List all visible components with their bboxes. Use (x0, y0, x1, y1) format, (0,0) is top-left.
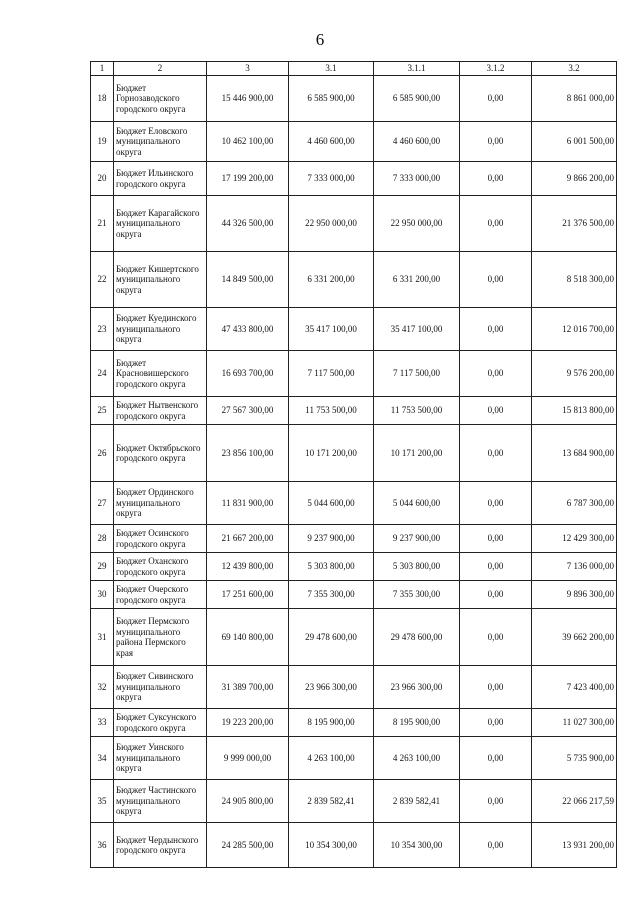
col-3-1-2-cell: 0,00 (460, 425, 532, 482)
budget-name-cell: Бюджет Очерского городского округа (114, 581, 207, 609)
col-3-1-2-cell: 0,00 (460, 122, 532, 162)
row-number-cell: 35 (91, 780, 114, 823)
col-3-1-2-cell: 0,00 (460, 351, 532, 397)
col-3-1-1-cell: 8 195 900,00 (374, 709, 460, 737)
col-3-cell: 19 223 200,00 (207, 709, 289, 737)
budget-name-cell: Бюджет Ильинского городского округа (114, 162, 207, 196)
table-row (91, 737, 617, 780)
col-3-1-1-cell: 23 966 300,00 (374, 666, 460, 709)
col-3-cell: 24 905 800,00 (207, 780, 289, 823)
col-3-2-cell: 39 662 200,00 (532, 609, 617, 666)
col-3-1-2-cell: 0,00 (460, 525, 532, 553)
col-3-1-1-cell: 9 237 900,00 (374, 525, 460, 553)
table-row (91, 609, 617, 666)
col-3-1-cell: 7 355 300,00 (289, 581, 374, 609)
table-row (91, 162, 617, 196)
header-cell: 3.2 (532, 62, 617, 76)
col-3-cell: 11 831 900,00 (207, 482, 289, 525)
row-number-cell: 29 (91, 553, 114, 581)
table-row (91, 397, 617, 425)
col-3-2-cell: 12 429 300,00 (532, 525, 617, 553)
col-3-cell: 16 693 700,00 (207, 351, 289, 397)
col-3-2-cell: 9 896 300,00 (532, 581, 617, 609)
col-3-2-cell: 8 861 000,00 (532, 76, 617, 122)
col-3-cell: 44 326 500,00 (207, 196, 289, 252)
table-row (91, 351, 617, 397)
col-3-cell: 9 999 000,00 (207, 737, 289, 780)
col-3-1-1-cell: 7 355 300,00 (374, 581, 460, 609)
col-3-cell: 27 567 300,00 (207, 397, 289, 425)
col-3-1-2-cell: 0,00 (460, 553, 532, 581)
col-3-1-1-cell: 4 460 600,00 (374, 122, 460, 162)
row-number-cell: 32 (91, 666, 114, 709)
table-row (91, 308, 617, 351)
col-3-cell: 14 849 500,00 (207, 252, 289, 308)
col-3-1-cell: 2 839 582,41 (289, 780, 374, 823)
table-row (91, 780, 617, 823)
col-3-cell: 47 433 800,00 (207, 308, 289, 351)
row-number-cell: 33 (91, 709, 114, 737)
col-3-1-1-cell: 2 839 582,41 (374, 780, 460, 823)
row-number-cell: 24 (91, 351, 114, 397)
col-3-1-1-cell: 6 331 200,00 (374, 252, 460, 308)
col-3-1-2-cell: 0,00 (460, 709, 532, 737)
budget-name-cell: Бюджет Сивинского муниципального округа (114, 666, 207, 709)
col-3-1-1-cell: 10 354 300,00 (374, 823, 460, 868)
col-3-1-cell: 8 195 900,00 (289, 709, 374, 737)
col-3-1-1-cell: 6 585 900,00 (374, 76, 460, 122)
budget-name-cell: Бюджет Суксунского городского округа (114, 709, 207, 737)
table-header-row (91, 62, 617, 76)
col-3-1-2-cell: 0,00 (460, 482, 532, 525)
budget-name-cell: Бюджет Куединского муниципального округа (114, 308, 207, 351)
col-3-2-cell: 7 423 400,00 (532, 666, 617, 709)
col-3-cell: 31 389 700,00 (207, 666, 289, 709)
header-cell: 3.1 (289, 62, 374, 76)
col-3-1-cell: 35 417 100,00 (289, 308, 374, 351)
table-row (91, 525, 617, 553)
row-number-cell: 26 (91, 425, 114, 482)
budget-name-cell: Бюджет Карагайского муниципального округа (114, 196, 207, 252)
col-3-1-1-cell: 29 478 600,00 (374, 609, 460, 666)
col-3-2-cell: 6 787 300,00 (532, 482, 617, 525)
col-3-1-cell: 5 044 600,00 (289, 482, 374, 525)
row-number-cell: 23 (91, 308, 114, 351)
col-3-1-cell: 6 331 200,00 (289, 252, 374, 308)
row-number-cell: 19 (91, 122, 114, 162)
table-row (91, 553, 617, 581)
col-3-1-cell: 23 966 300,00 (289, 666, 374, 709)
row-number-cell: 25 (91, 397, 114, 425)
col-3-1-cell: 11 753 500,00 (289, 397, 374, 425)
budget-name-cell: Бюджет Оханского городского округа (114, 553, 207, 581)
col-3-2-cell: 22 066 217,59 (532, 780, 617, 823)
table-row (91, 196, 617, 252)
col-3-1-1-cell: 11 753 500,00 (374, 397, 460, 425)
col-3-2-cell: 11 027 300,00 (532, 709, 617, 737)
table-row (91, 252, 617, 308)
col-3-1-cell: 9 237 900,00 (289, 525, 374, 553)
col-3-1-cell: 10 171 200,00 (289, 425, 374, 482)
col-3-1-cell: 6 585 900,00 (289, 76, 374, 122)
budget-name-cell: Бюджет Уинского муниципального округа (114, 737, 207, 780)
col-3-cell: 12 439 800,00 (207, 553, 289, 581)
row-number-cell: 28 (91, 525, 114, 553)
row-number-cell: 20 (91, 162, 114, 196)
header-cell: 1 (91, 62, 114, 76)
col-3-1-1-cell: 7 333 000,00 (374, 162, 460, 196)
col-3-1-1-cell: 5 303 800,00 (374, 553, 460, 581)
col-3-1-1-cell: 22 950 000,00 (374, 196, 460, 252)
row-number-cell: 22 (91, 252, 114, 308)
header-cell: 3 (207, 62, 289, 76)
table-row (91, 425, 617, 482)
budget-name-cell: Бюджет Частинского муниципального округа (114, 780, 207, 823)
col-3-cell: 10 462 100,00 (207, 122, 289, 162)
col-3-1-cell: 7 117 500,00 (289, 351, 374, 397)
col-3-cell: 23 856 100,00 (207, 425, 289, 482)
col-3-1-1-cell: 5 044 600,00 (374, 482, 460, 525)
col-3-cell: 24 285 500,00 (207, 823, 289, 868)
col-3-2-cell: 15 813 800,00 (532, 397, 617, 425)
col-3-1-2-cell: 0,00 (460, 252, 532, 308)
col-3-1-cell: 10 354 300,00 (289, 823, 374, 868)
col-3-2-cell: 5 735 900,00 (532, 737, 617, 780)
row-number-cell: 27 (91, 482, 114, 525)
col-3-1-2-cell: 0,00 (460, 609, 532, 666)
table-row (91, 823, 617, 868)
budget-name-cell: Бюджет Красновишерского городского округа (114, 351, 207, 397)
table-row (91, 76, 617, 122)
col-3-2-cell: 8 518 300,00 (532, 252, 617, 308)
col-3-2-cell: 13 684 900,00 (532, 425, 617, 482)
row-number-cell: 18 (91, 76, 114, 122)
col-3-cell: 17 251 600,00 (207, 581, 289, 609)
col-3-1-cell: 4 460 600,00 (289, 122, 374, 162)
col-3-cell: 17 199 200,00 (207, 162, 289, 196)
col-3-1-2-cell: 0,00 (460, 780, 532, 823)
budget-name-cell: Бюджет Пермского муниципального района Пермского края (114, 609, 207, 666)
col-3-1-2-cell: 0,00 (460, 76, 532, 122)
row-number-cell: 21 (91, 196, 114, 252)
col-3-cell: 15 446 900,00 (207, 76, 289, 122)
col-3-1-cell: 29 478 600,00 (289, 609, 374, 666)
header-cell: 3.1.2 (460, 62, 532, 76)
col-3-2-cell: 13 931 200,00 (532, 823, 617, 868)
table-row (91, 666, 617, 709)
budget-name-cell: Бюджет Ординского муниципального округа (114, 482, 207, 525)
budget-name-cell: Бюджет Кишертского муниципального округа (114, 252, 207, 308)
col-3-1-cell: 4 263 100,00 (289, 737, 374, 780)
col-3-1-2-cell: 0,00 (460, 823, 532, 868)
col-3-1-2-cell: 0,00 (460, 737, 532, 780)
col-3-1-1-cell: 4 263 100,00 (374, 737, 460, 780)
col-3-cell: 21 667 200,00 (207, 525, 289, 553)
row-number-cell: 31 (91, 609, 114, 666)
col-3-1-1-cell: 35 417 100,00 (374, 308, 460, 351)
col-3-1-cell: 5 303 800,00 (289, 553, 374, 581)
col-3-1-2-cell: 0,00 (460, 162, 532, 196)
row-number-cell: 34 (91, 737, 114, 780)
col-3-2-cell: 6 001 500,00 (532, 122, 617, 162)
col-3-1-2-cell: 0,00 (460, 581, 532, 609)
budget-name-cell: Бюджет Чердынского городского округа (114, 823, 207, 868)
col-3-1-2-cell: 0,00 (460, 397, 532, 425)
budget-name-cell: Бюджет Горнозаводского городского округа (114, 76, 207, 122)
col-3-1-2-cell: 0,00 (460, 666, 532, 709)
col-3-2-cell: 12 016 700,00 (532, 308, 617, 351)
page-number: 6 (315, 30, 325, 49)
budget-name-cell: Бюджет Нытвенского городского округа (114, 397, 207, 425)
header-cell: 2 (114, 62, 207, 76)
table-row (91, 482, 617, 525)
col-3-1-2-cell: 0,00 (460, 308, 532, 351)
header-cell: 3.1.1 (374, 62, 460, 76)
col-3-1-cell: 22 950 000,00 (289, 196, 374, 252)
col-3-2-cell: 9 866 200,00 (532, 162, 617, 196)
col-3-2-cell: 21 376 500,00 (532, 196, 617, 252)
col-3-cell: 69 140 800,00 (207, 609, 289, 666)
col-3-2-cell: 9 576 200,00 (532, 351, 617, 397)
budget-name-cell: Бюджет Еловского муниципального округа (114, 122, 207, 162)
col-3-1-1-cell: 7 117 500,00 (374, 351, 460, 397)
row-number-cell: 30 (91, 581, 114, 609)
budget-name-cell: Бюджет Октябрьского городского округа (114, 425, 207, 482)
col-3-1-2-cell: 0,00 (460, 196, 532, 252)
table-row (91, 122, 617, 162)
budget-name-cell: Бюджет Осинского городского округа (114, 525, 207, 553)
table-row (91, 581, 617, 609)
row-number-cell: 36 (91, 823, 114, 868)
table-row (91, 709, 617, 737)
col-3-2-cell: 7 136 000,00 (532, 553, 617, 581)
budget-table (90, 61, 617, 868)
col-3-1-cell: 7 333 000,00 (289, 162, 374, 196)
col-3-1-1-cell: 10 171 200,00 (374, 425, 460, 482)
